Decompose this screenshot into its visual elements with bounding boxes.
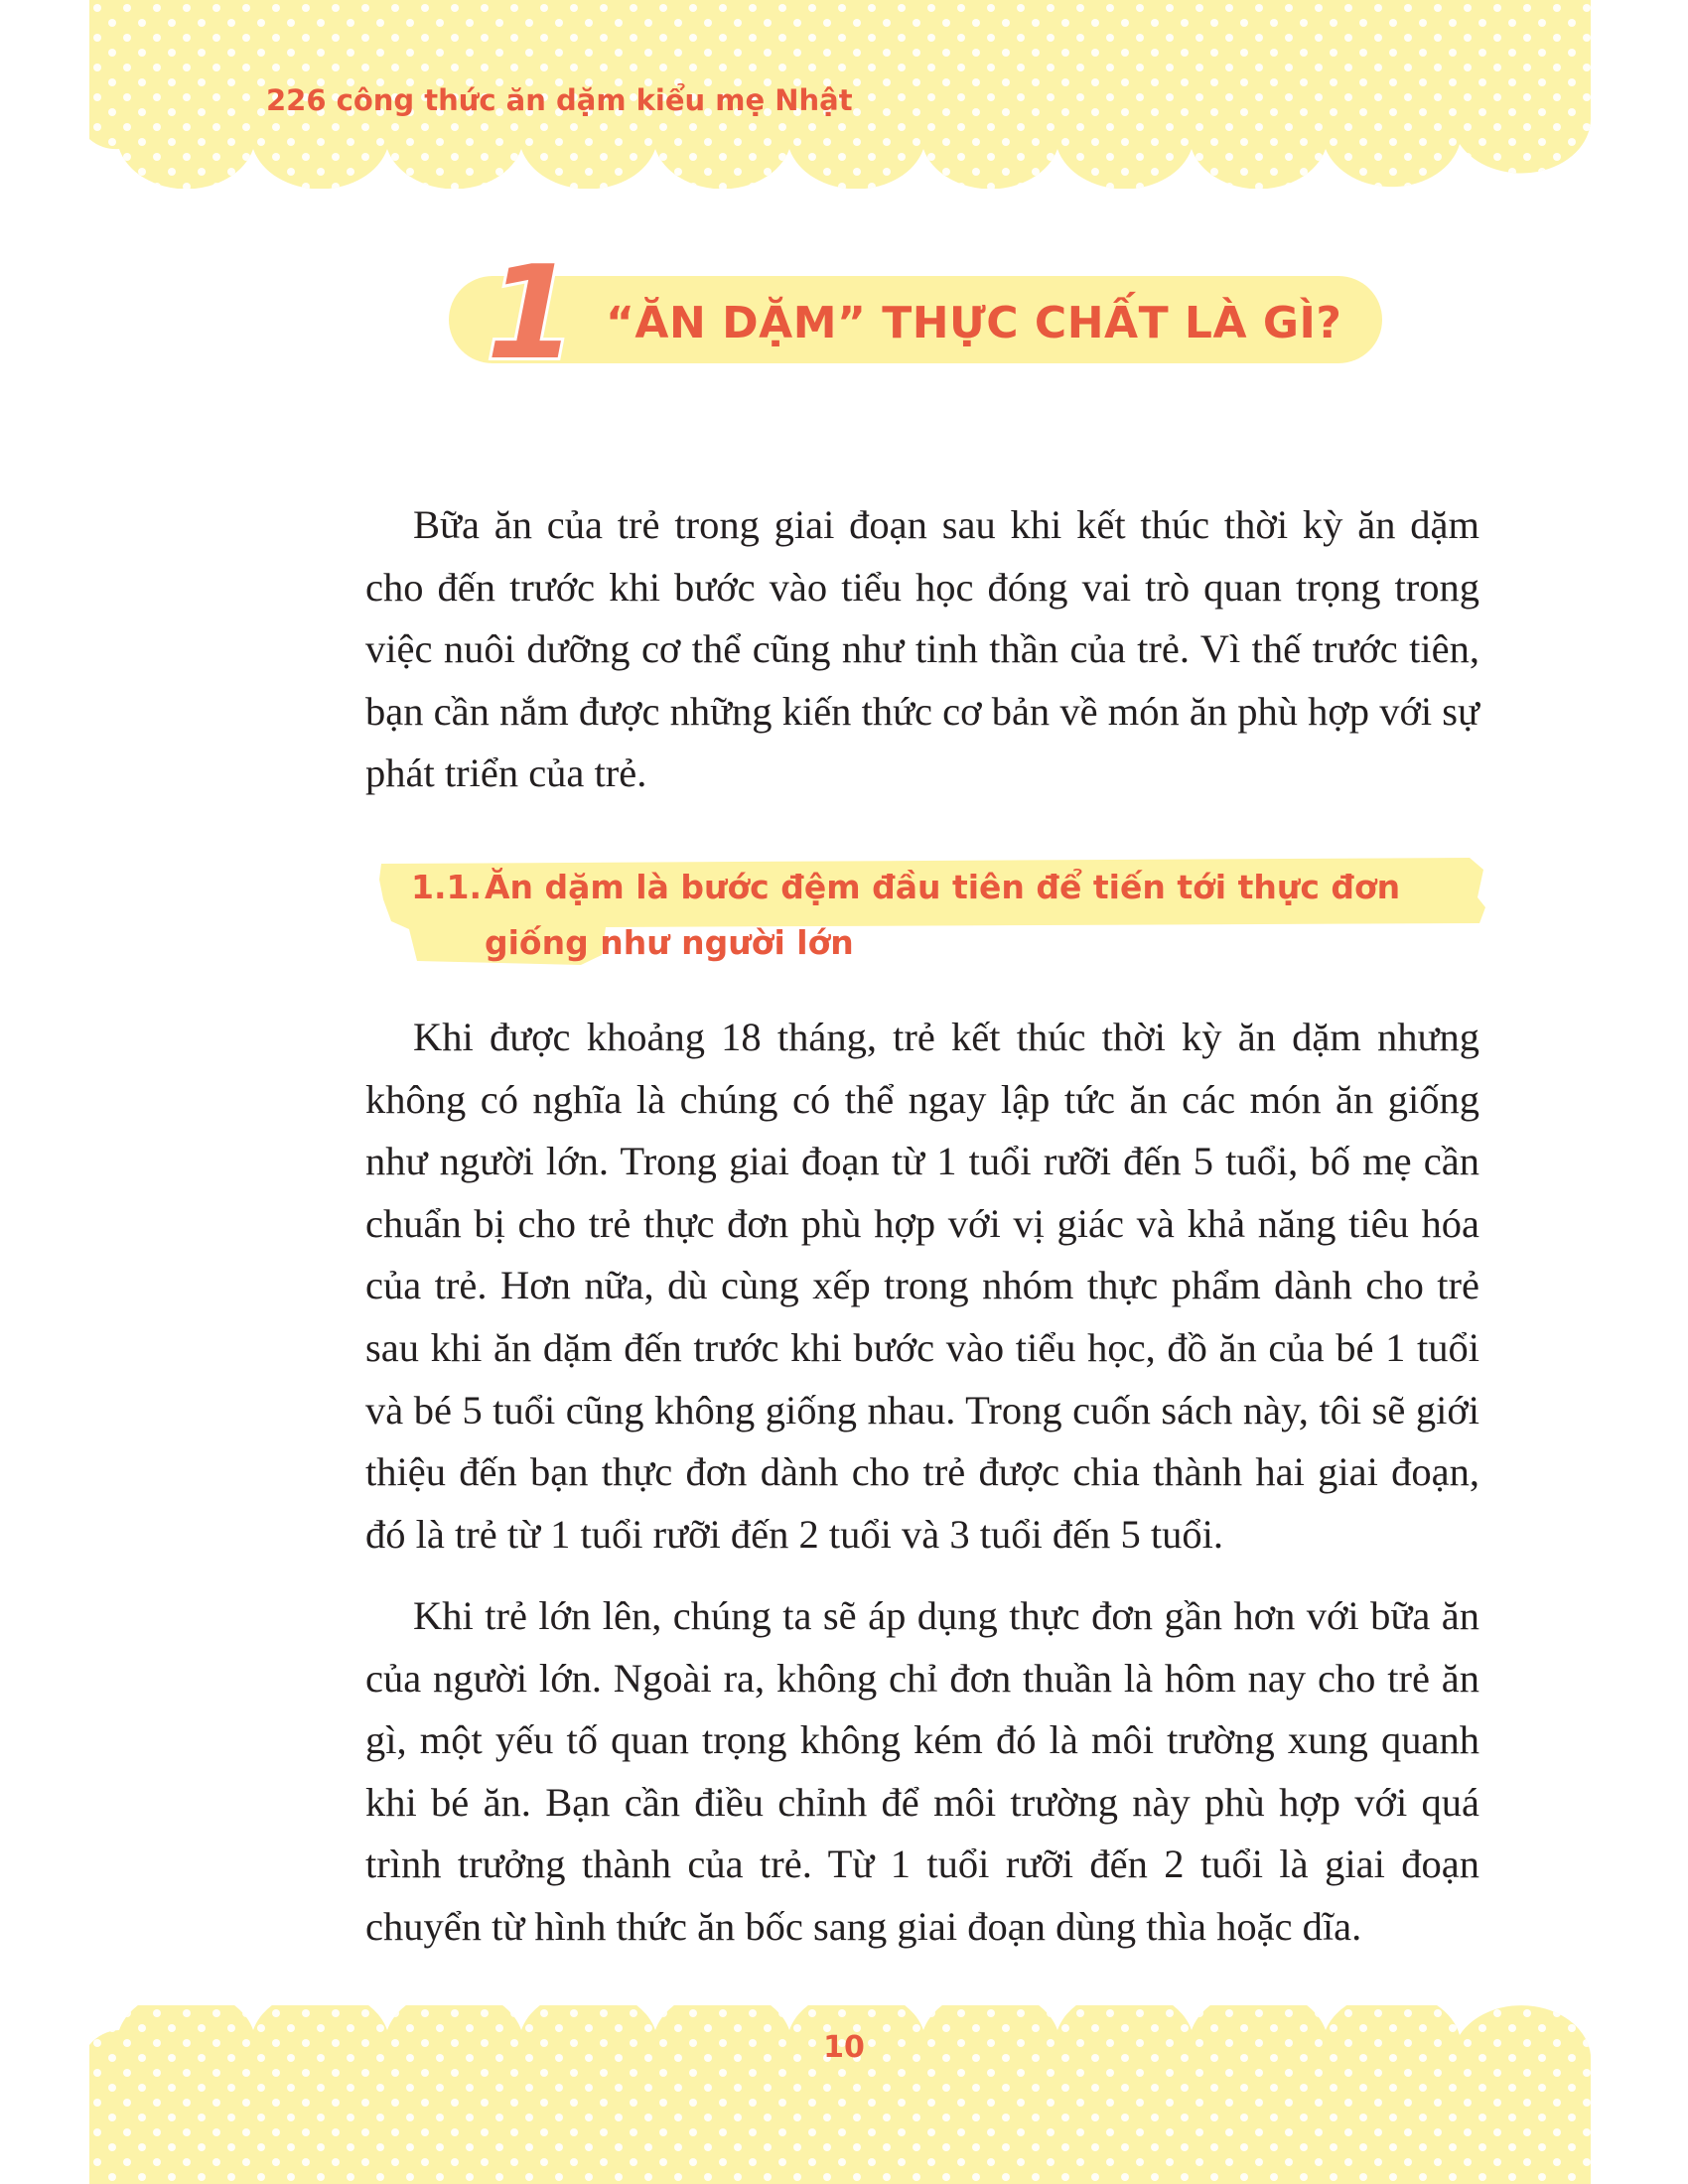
body-paragraph-2: Khi trẻ lớn lên, chúng ta sẽ áp dụng thực đơn gần hơn với bữa ăn của người lớn. Ngoài ra, không chỉ đơn thuần là hôm nay cho trẻ ăn gì, một yếu tố quan trọng không kém đó là môi trường xung quanh khi bé ăn. Bạn cần điều chỉnh để môi trường này phù hợp với quá trình trưởng thành của trẻ. Từ 1 tuổi rưỡi đến 2 tuổi là giai đoạn chuyển từ hình thức ăn bốc sang giai đoạn dùng thìa hoặc dĩa. [365,1593,1479,1949]
book-page [89,0,1591,2184]
running-title: 226 công thức ăn dặm kiểu mẹ Nhật [266,83,853,117]
chapter-heading [449,237,1392,385]
section-heading [377,850,1489,969]
section-title-line1: Ăn dặm là bước đệm đầu tiên để tiến tới thực đơn [485,868,1401,906]
intro-paragraph: Bữa ăn của trẻ trong giai đoạn sau khi kết thúc thời kỳ ăn dặm cho đến trước khi bước vào tiểu học đóng vai trò quan trọng trong việc nuôi dưỡng cơ thể cũng như tinh thần của trẻ. Vì thế trước tiên, bạn cần nắm được những kiến thức cơ bản về món ăn phù hợp với sự phát triển của trẻ. [365,502,1479,796]
section-title-line2: giống như người lớn [485,923,854,962]
section-number: 1.1. [411,868,482,906]
chapter-title: “ĂN DẶM” THỰC CHẤT LÀ GÌ? [606,298,1342,348]
chapter-number: 1 [487,237,576,385]
body-paragraph-1: Khi được khoảng 18 tháng, trẻ kết thúc thời kỳ ăn dặm nhưng không có nghĩa là chúng có thể ngay lập tức ăn các món ăn giống như người lớn. Trong giai đoạn từ 1 tuổi rưỡi đến 5 tuổi, bố mẹ cần chuẩn bị cho trẻ thực đơn phù hợp với vị giác và khả năng tiêu hóa của trẻ. Hơn nữa, dù cùng xếp trong nhóm thực phẩm dành cho trẻ sau khi ăn dặm đến trước khi bước vào tiểu học, đồ ăn của bé 1 tuổi và bé 5 tuổi cũng không giống nhau. Trong cuốn sách này, tôi sẽ giới thiệu đến bạn thực đơn dành cho trẻ được chia thành hai giai đoạn, đó là trẻ từ 1 tuổi rưỡi đến 2 tuổi và 3 tuổi đến 5 tuổi. [365,1015,1479,1557]
chapter-number-badge [487,236,576,385]
page-number: 10 [823,2030,865,2065]
section-title [411,860,1464,971]
